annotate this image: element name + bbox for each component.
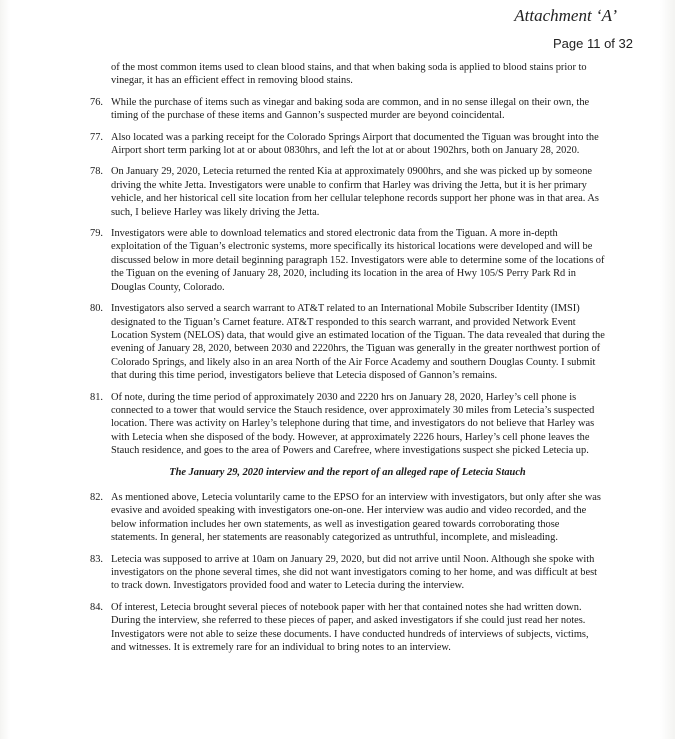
paragraph-number: 83.	[90, 553, 103, 565]
paragraph-list-a	[90, 96, 605, 458]
paragraph-text: Of interest, Letecia brought several pieces of notebook paper with her that contained notes she had written down. During the interview, she referred to these pieces of paper, and asked investigators if she could just read her notes. Investigators were not able to seize these documents. I have conducted hundreds of interviews of subjects, victims, and witnesses. It is extremely rare for an individual to bring notes to an interview.	[111, 601, 589, 654]
continued-paragraph: of the most common items used to clean blood stains, and that when baking soda is applied to blood stains prior to vinegar, it has an efficient effect in removing blood stains.	[111, 62, 587, 87]
paragraph-text: On January 29, 2020, Letecia returned the rented Kia at approximately 0900hrs, and she was picked up by someone driving the white Jetta. Investigators were unable to confirm that Harley was driving the Jetta, but it is her primary vehicle, and her historical cell site location from her cellular telephone records support her phone was in that area. As such, I believe Harley was likely driving the Jetta.	[111, 166, 599, 218]
paragraph-text: While the purchase of items such as vinegar and baking soda are common, and in no sense illegal on their own, the timing of the purchase of these items and Gannon’s suspected murder are beyond coincidental.	[111, 96, 590, 122]
numbered-paragraph	[90, 96, 605, 123]
paragraph-text: Of note, during the time period of approximately 2030 and 2220 hrs on January 28, 2020, Harley’s cell phone is connected to a tower that would service the Stauch residence, over approximately 30 miles from Letecia’s suspected location. There was activity on Harley’s telephone during that time, and investigators do not believe that Harley was with Letecia when she disposed of the body. However, at approximately 2226 hours, Harley’s cell phone leaves the Stauch residence, and goes to the area of Powers and Carefree, where investigations suspect she picked Letecia up.	[111, 391, 595, 457]
numbered-paragraph	[90, 491, 605, 545]
paragraph-number: 80.	[90, 303, 103, 315]
document-body	[90, 61, 605, 662]
paragraph-number: 84.	[90, 601, 103, 613]
paragraph-text: Letecia was supposed to arrive at 10am on January 29, 2020, but did not arrive until Noon. Although she spoke with investigators on the phone several times, she did not want investigators coming to her home, and was difficult at best to track down. Investigators provided food and water to Letecia during the interview.	[111, 553, 598, 592]
paragraph-number: 81.	[90, 391, 103, 403]
attachment-label: Attachment ‘A’	[514, 6, 617, 25]
paragraph-text: As mentioned above, Letecia voluntarily came to the EPSO for an interview with investigators, but only after she was evasive and avoided speaking with investigators one-on-one. Her interview was audio and video recorded, and the below information includes her own statements, as well as investigation geared towards corroborating those statements. In general, her statements are reasonably categorized as untruthful, incomplete, and misleading.	[111, 491, 601, 544]
numbered-paragraph	[90, 302, 605, 382]
numbered-paragraph	[90, 227, 605, 294]
paragraph-number: 82.	[90, 491, 103, 503]
paragraph-text: Also located was a parking receipt for the Colorado Springs Airport that documented the Tiguan was brought into the Airport short term parking lot at or about 0830hrs, and left the lot at or about 1902hrs, both on January 28, 2020.	[111, 131, 599, 157]
paragraph-text: Investigators also served a search warrant to AT&T related to an International Mobile Subscriber Identity (IMSI) designated to the Tiguan’s Carnet feature. AT&T responded to this search warrant, and provided Network Event Location System (NELOS) data, that would give an estimated location of the Tiguan. The data revealed that during the evening of January 28, 2020, between 2030 and 2220hrs, the Tiguan was generally in the greater northwest portion of Colorado Springs, and likely also in an area North of the Air Force Academy and southern Douglas County. I submit that during this time period, investigators believe that Letecia disposed of Gannon’s remains.	[111, 303, 605, 382]
paragraph-list-b	[90, 491, 605, 654]
numbered-paragraph	[90, 165, 605, 219]
section-heading: The January 29, 2020 interview and the report of an alleged rape of Letecia Stauch	[169, 466, 526, 478]
numbered-paragraph	[90, 601, 605, 655]
paragraph-text: Investigators were able to download telematics and stored electronic data from the Tiguan. A more in-depth exploitation of the Tiguan’s electronic systems, more specifically its historical locations were developed and will be discussed below in more detail beginning paragraph 152. Investigators were able to determine some of the locations of the Tiguan on the evening of January 28, 2020, including its location in the area of Hwy 105/S Perry Park Rd in Douglas County, Colorado.	[111, 228, 605, 293]
page-number: Page 11 of 32	[553, 36, 633, 51]
paragraph-number: 78.	[90, 166, 103, 178]
numbered-paragraph	[90, 131, 605, 158]
paragraph-number: 76.	[90, 96, 103, 108]
paragraph-number: 77.	[90, 131, 103, 143]
paragraph-number: 79.	[90, 228, 103, 240]
numbered-paragraph	[90, 391, 605, 458]
numbered-paragraph	[90, 553, 605, 593]
